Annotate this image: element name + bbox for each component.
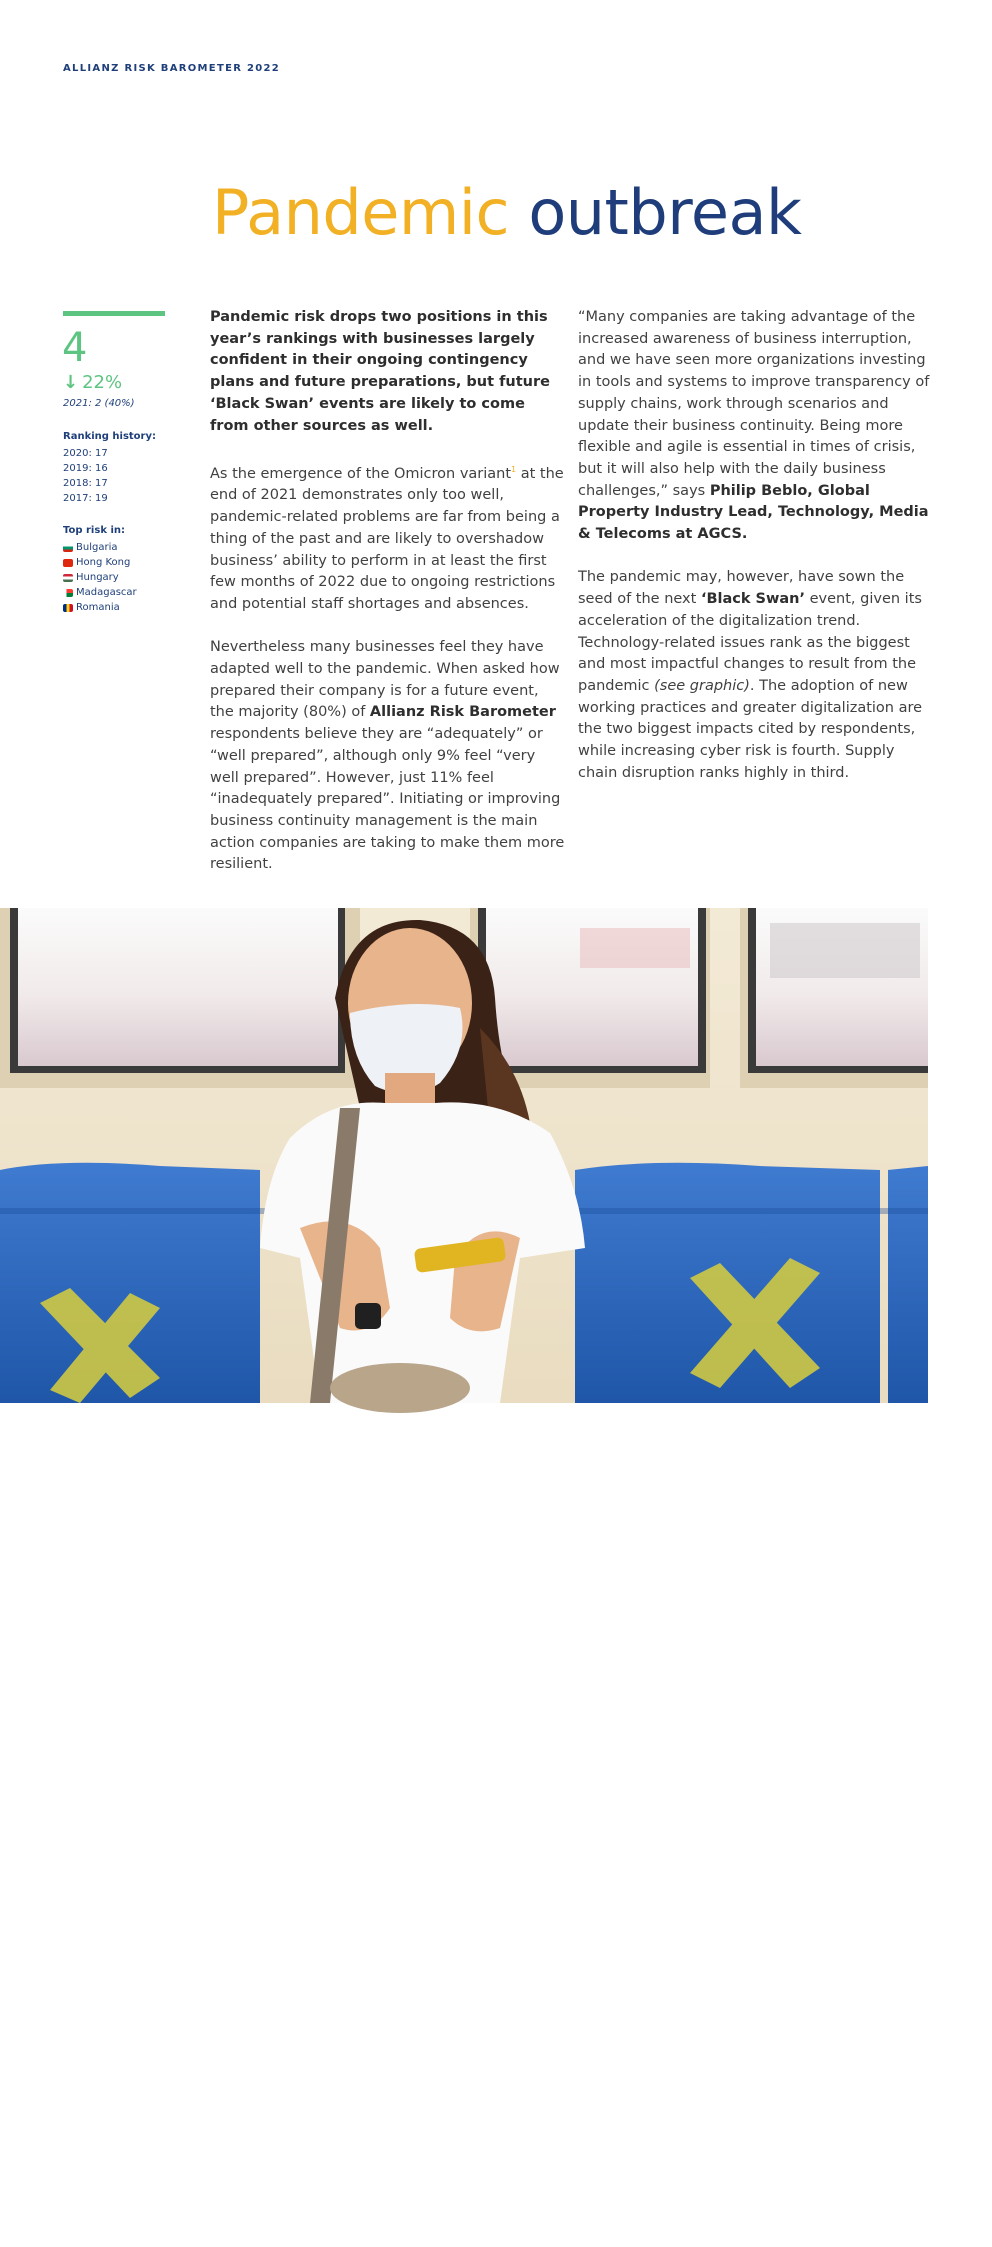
country-name: Hong Kong [76,557,131,568]
paragraph-text: “Many companies are taking advantage of the increased awareness of business interruption, and we have seen more organizations investing in tools and systems to improve transparency of supply chains, work through scenarios and update their business continuity. Being more flexible and agile is essential in times of crisis, but it will also help with the daily business challenges,” says [578,309,930,499]
photo-illustration [0,908,928,1403]
header-label: ALLIANZ RISK BAROMETER 2022 [63,63,281,74]
paragraph-bold-text: Philip Beblo, Global Property Industry Lead, Technology, Media & Telecoms at AGCS. [578,482,929,543]
paragraph-bold-text: Allianz Risk Barometer [369,704,556,721]
title-word-outbreak: outbreak [528,176,802,249]
see-graphic-link[interactable]: (see graphic) [654,677,750,694]
paragraph-text: As the emergence of the Omicron variant [210,465,512,482]
commuter-photo [0,908,928,2247]
title-word-pandemic: Pandemic [212,176,510,249]
paragraph-text: respondents believe they are “adequately” or “well prepared”, although only 9% feel “very well prepared”. However, just 11% feel “inadequately prepared”. Initiating or improving business continuity management is the main action companies are taking to make them more resilient. [210,726,565,873]
top-risk-list [63,540,137,615]
country-name: Madagascar [76,587,137,598]
top-risk-item [63,600,137,615]
country-name: Hungary [76,572,119,583]
footnote-link[interactable]: 1 [511,464,517,474]
paragraph-text: . The adoption of new working practices and greater digitalization are the two biggest impacts cited by respondents, while increasing cyber risk is fourth. Supply chain disruption ranks highly in third. [578,677,923,781]
ranking-history-item: 2017: 19 [63,493,108,504]
page-number: 20 [63,2232,82,2247]
flag-bulgaria-icon [63,544,73,552]
rank-previous: 2021: 2 (40%) [63,398,135,409]
rank-number: 4 [62,325,88,371]
top-risk-item [63,555,137,570]
paragraph-text: event, given its acceleration of the digitalization trend. Technology-related issues rank as the biggest and most impactful changes to result from the pandemic [578,591,922,694]
ranking-history-item: 2018: 17 [63,478,108,489]
paragraph-text: at the end of 2021 demonstrates only too well, pandemic-related problems are far from being a thing of the past and are likely to overshadow business’ ability to perform in at least the first few months of 2022 due to ongoing restrictions and potential staff shortages and absences. [210,465,564,612]
flag-hungary-icon [63,574,73,582]
paragraph-black-swan [578,567,938,784]
paragraph-bold-text: ‘Black Swan’ [700,591,805,608]
body-column-left [210,307,566,898]
paragraph-text: The pandemic may, however, have sown the seed of the next [578,569,905,608]
paragraph-prepared [210,637,566,876]
rank-change [63,372,122,394]
ranking-history-title: Ranking history: [63,431,157,442]
ranking-history-item: 2020: 17 [63,448,108,459]
country-name: Romania [76,602,120,613]
country-name: Bulgaria [76,542,118,553]
body-column-right [578,307,938,806]
ranking-history-list [63,446,108,506]
flag-madagascar-icon [63,589,73,597]
page-title [212,176,801,249]
flag-romania-icon [63,604,73,612]
paragraph-quote [578,307,938,546]
top-risk-item [63,585,137,600]
flag-hong-kong-icon [63,559,73,567]
ranking-history-item: 2019: 16 [63,463,108,474]
intro-paragraph [210,307,566,437]
sidebar-divider [63,311,165,316]
top-risk-item [63,540,137,555]
paragraph-text: Nevertheless many businesses feel they have adapted well to the pandemic. When asked how prepared their company is for a future event, the majority (80%) of [210,639,560,721]
top-risk-title: Top risk in: [63,525,125,536]
paragraph-omicron [210,459,566,616]
intro-text: Pandemic risk drops two positions in this year’s rankings with businesses largely confident in their ongoing contingency plans and future preparations, but future ‘Black Swan’ events are likely to come from other sources as well. [210,309,550,434]
arrow-down-icon: ↓ [63,372,79,393]
rank-change-percent: 22% [82,372,123,393]
top-risk-item [63,570,137,585]
